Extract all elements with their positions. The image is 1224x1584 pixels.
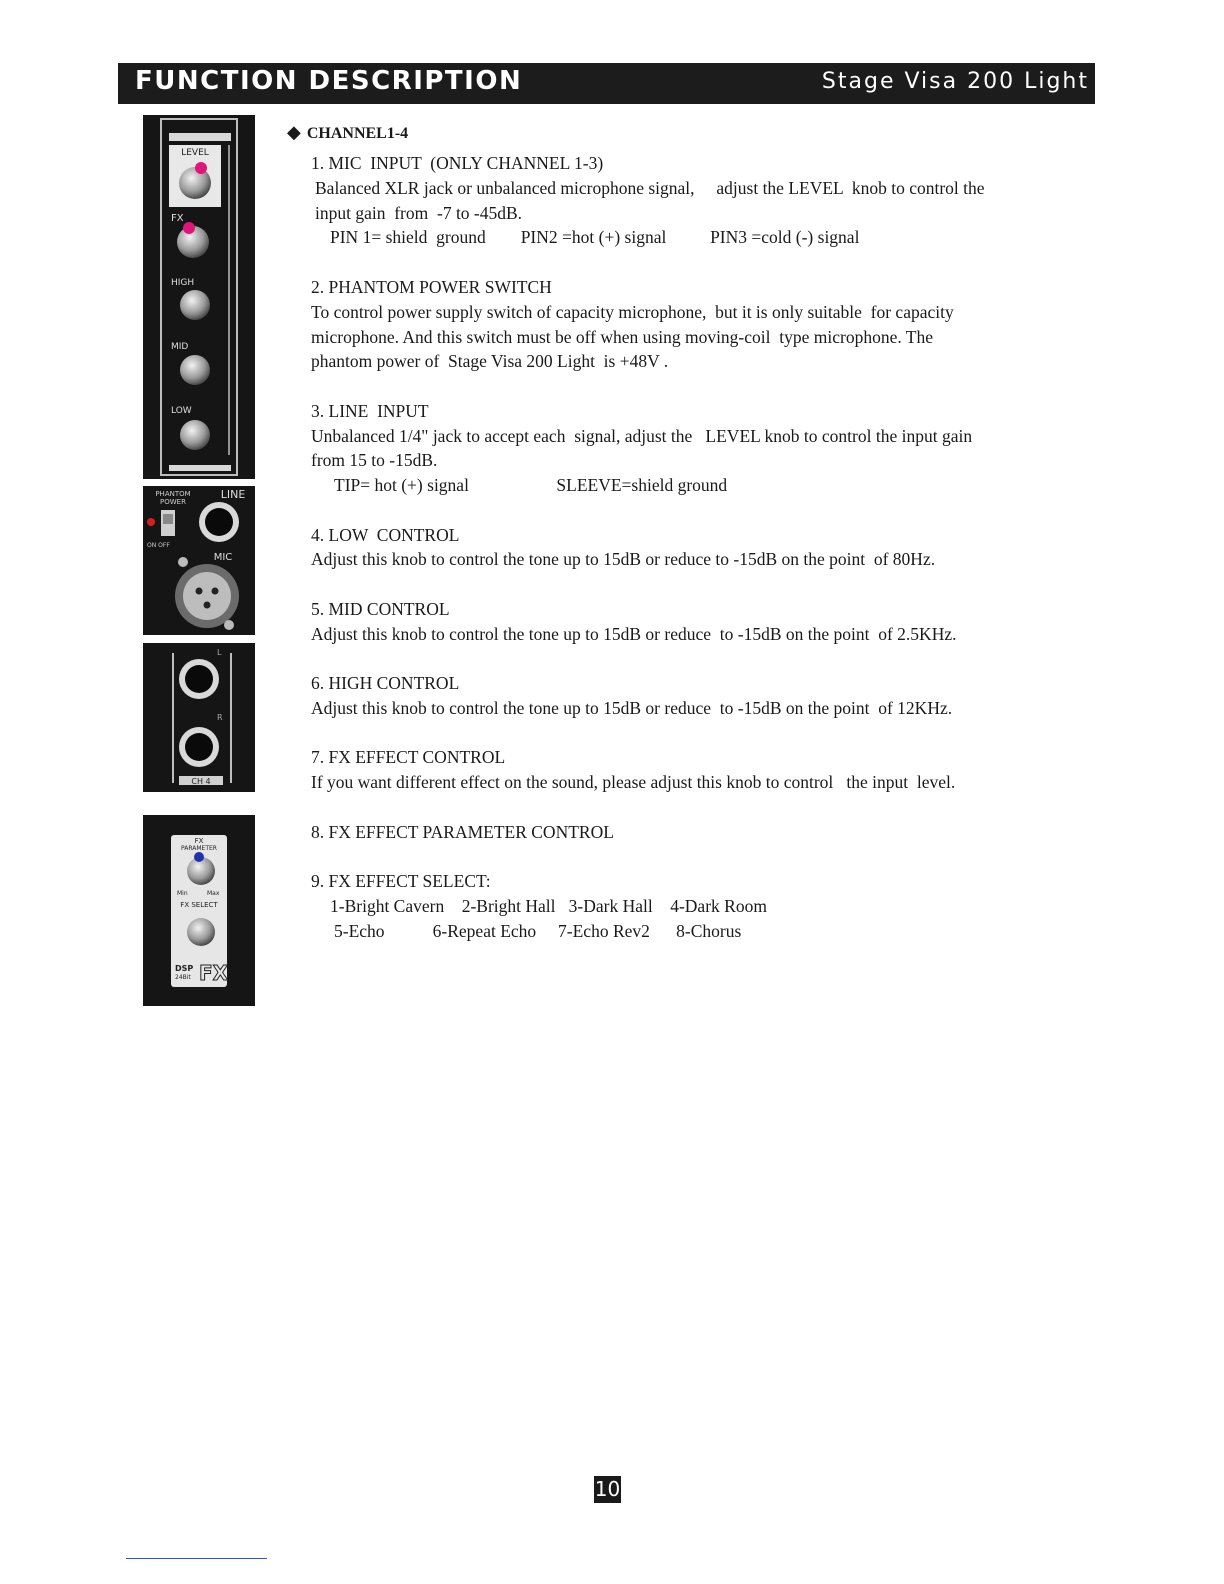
fx-label: FX (171, 213, 184, 224)
item2-text: phantom power of Stage Visa 200 Light is +48V . (311, 351, 669, 371)
item7-text: If you want different effect on the sound, please adjust this knob to control the input level. (311, 772, 956, 792)
fx-logo: FX (199, 961, 229, 985)
item3-text: Unbalanced 1/4" jack to accept each signal, adjust the LEVEL knob to control the input gain (311, 426, 973, 446)
level-label: LEVEL (181, 148, 209, 158)
high-label: HIGH (171, 278, 195, 288)
item9-text: 5-Echo 6-Repeat Echo 7-Echo Rev2 8-Chorus (334, 921, 742, 941)
item2-text: microphone. And this switch must be off when using moving-coil type microphone. The (311, 327, 933, 347)
item4-title: 4. LOW CONTROL (311, 525, 460, 545)
fx-param-label: FX (194, 837, 204, 845)
mid-knob (180, 355, 210, 385)
mic-label: MIC (213, 552, 233, 563)
min-label: Min (177, 890, 188, 897)
section-heading: ◆ CHANNEL1-4 (287, 122, 409, 143)
item3-title: 3. LINE INPUT (311, 401, 429, 421)
ch4-label: CH 4 (191, 777, 211, 786)
item9-title: 9. FX EFFECT SELECT: (311, 871, 491, 891)
item2-text: To control power supply switch of capacity microphone, but it is only suitable for capacity (311, 302, 954, 322)
item6-title: 6. HIGH CONTROL (311, 673, 460, 693)
item1-text: input gain from -7 to -45dB. (315, 203, 523, 223)
item5-title: 5. MID CONTROL (311, 599, 450, 619)
low-label: LOW (171, 406, 192, 416)
item8-title: 8. FX EFFECT PARAMETER CONTROL (311, 822, 614, 842)
item4-text: Adjust this knob to control the tone up to 15dB or reduce to -15dB on the point of 80Hz. (311, 549, 936, 569)
header-model: Stage Visa 200 Light (821, 69, 1089, 94)
item3-text: from 15 to -15dB. (311, 450, 438, 470)
phantom-label: PHANTOM (155, 490, 191, 498)
inputs-panel-image (143, 486, 255, 635)
mid-label: MID (171, 342, 189, 352)
level-knob (179, 167, 211, 199)
line-label: LINE (220, 488, 246, 501)
fx-select-knob (187, 918, 215, 946)
fx-panel-image (143, 815, 255, 1006)
item5-text: Adjust this knob to control the tone up to 15dB or reduce to -15dB on the point of 2.5KHz. (311, 624, 957, 644)
item6-text: Adjust this knob to control the tone up to 15dB or reduce to -15dB on the point of 12KHz. (311, 698, 953, 718)
item1-title: 1. MIC INPUT (ONLY CHANNEL 1-3) (311, 153, 604, 173)
left-label: L (217, 648, 222, 657)
item2-title: 2. PHANTOM POWER SWITCH (311, 277, 552, 297)
stereo-inputs-image (143, 643, 255, 792)
max-label: Max (207, 890, 220, 897)
item1-text: PIN 1= shield ground PIN2 =hot (+) signal PIN3 =cold (-) signal (330, 227, 860, 247)
fx-select-label: FX SELECT (180, 901, 218, 909)
page-header (118, 63, 1095, 104)
dsp-logo: DSP (175, 964, 194, 973)
high-knob (180, 290, 210, 320)
item9-text: 1-Bright Cavern 2-Bright Hall 3-Dark Hall 4-Dark Room (330, 896, 767, 916)
footer-divider (126, 1558, 267, 1559)
item3-text: TIP= hot (+) signal SLEEVE=shield ground (334, 475, 728, 495)
on-off-label: ON OFF (147, 542, 170, 549)
header-title: FUNCTION DESCRIPTION (135, 66, 523, 96)
page-number: 10 (594, 1477, 621, 1501)
right-label: R (217, 713, 223, 722)
low-knob (180, 420, 210, 450)
bit-logo: 24Bit (175, 974, 191, 981)
item7-title: 7. FX EFFECT CONTROL (311, 747, 506, 767)
item1-text: Balanced XLR jack or unbalanced microphone signal, adjust the LEVEL knob to control the (315, 178, 985, 198)
parameter-label: PARAMETER (181, 845, 217, 852)
channel-strip-image (143, 115, 255, 479)
power-label: POWER (160, 498, 186, 506)
